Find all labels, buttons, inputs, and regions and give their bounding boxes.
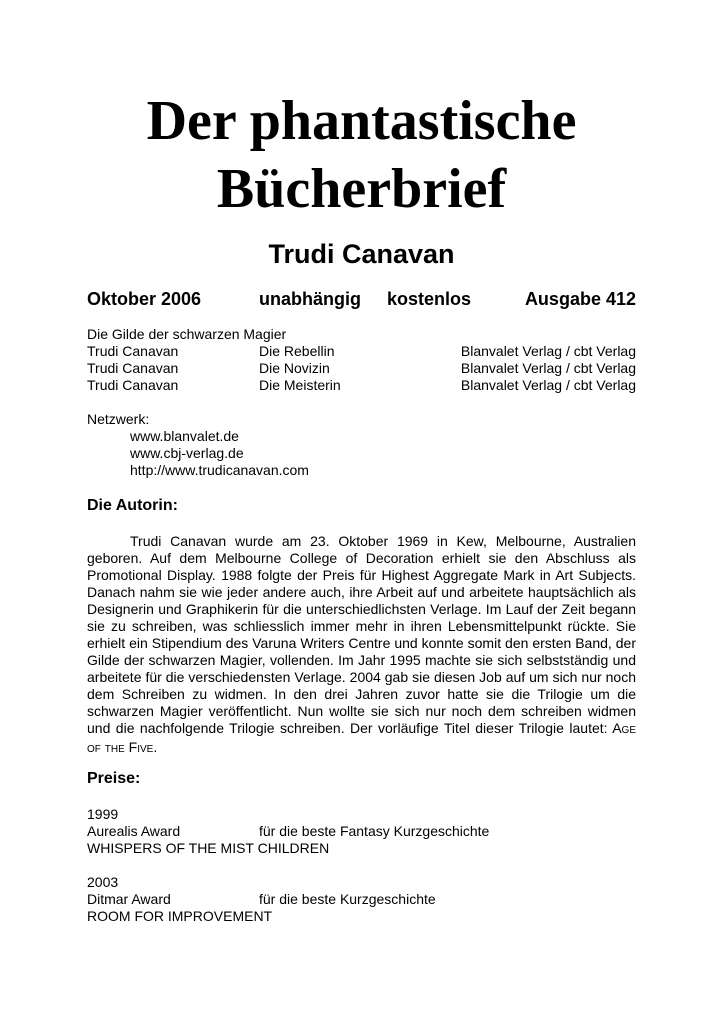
book-title: Die Meisterin bbox=[259, 377, 341, 393]
author-biography bbox=[87, 533, 636, 758]
award-row bbox=[87, 823, 636, 840]
award-entry bbox=[87, 874, 636, 925]
award-name: Ditmar Award bbox=[87, 891, 171, 907]
issue-tag-free: kostenlos bbox=[387, 289, 472, 309]
book-row bbox=[87, 343, 636, 360]
book-title: Die Novizin bbox=[259, 360, 330, 376]
link-trudicanavan[interactable]: http://www.trudicanavan.com bbox=[130, 462, 309, 478]
series-block bbox=[87, 326, 636, 394]
award-category: für die beste Fantasy Kurzgeschichte bbox=[259, 823, 490, 839]
book-row bbox=[87, 360, 636, 377]
network-block bbox=[87, 411, 636, 479]
book-row bbox=[87, 377, 636, 394]
award-work: ROOM FOR IMPROVEMENT bbox=[87, 908, 273, 924]
book-author: Trudi Canavan bbox=[87, 377, 179, 393]
issue-date: Oktober 2006 bbox=[87, 289, 202, 309]
biography-text: Trudi Canavan wurde am 23. Oktober 1969 in Kew, Melbourne, Australien geboren. Auf dem Melbourne College of Decoration erhielt sie den Abschluss als Promotional Display. 1988 folgte der Preis für Highest Aggregate Mark in Art Subjects. Danach nahm sie wie jeder andere auch, ihre Arbeit auf und arbeitete hauptsächlich als Designerin und Graphikerin für die unterschiedlichsten Verlage. Im Lauf der Zeit begann sie zu schreiben, was schliesslich immer mehr in ihren Lebensmittelpunkt rückte. Sie erhielt ein Stipendium des Varuna Writers Centre und konnte somit den ersten Band, der Gilde der schwarzen Magier, vollenden. Im Jahr 1995 machte sie sich selbstständig und arbeitete für die verschiedensten Verlage. 2004 gab sie diesen Job auf um sich nur noch dem Schreiben zu widmen. In den drei Jahren zuvor hatte sie die Trilogie um die schwarzen Magier veröffentlicht. Nun wollte sie sich nur noch dem schreiben widmen und die nachfolgende Trilogie schreiben. Der vorläufige Titel dieser Trilogie lautet: bbox=[87, 533, 636, 736]
award-year: 2003 bbox=[87, 874, 119, 890]
link-cbj-verlag[interactable]: www.cbj-verlag.de bbox=[130, 445, 244, 461]
book-publisher: Blanvalet Verlag / cbt Verlag bbox=[460, 343, 636, 359]
link-blanvalet[interactable]: www.blanvalet.de bbox=[130, 428, 239, 444]
section-heading-autorin: Die Autorin: bbox=[87, 497, 178, 514]
issue-number: Ausgabe 412 bbox=[524, 289, 636, 309]
trilogy-end: . bbox=[153, 739, 158, 755]
book-publisher: Blanvalet Verlag / cbt Verlag bbox=[460, 377, 636, 393]
award-work: WHISPERS OF THE MIST CHILDREN bbox=[87, 840, 330, 856]
series-name: Die Gilde der schwarzen Magier bbox=[87, 326, 287, 342]
book-title: Die Rebellin bbox=[259, 343, 335, 359]
author-heading: Trudi Canavan bbox=[268, 239, 455, 269]
title-line-2: Bücherbrief bbox=[216, 158, 507, 220]
network-label: Netzwerk: bbox=[87, 411, 150, 427]
book-author: Trudi Canavan bbox=[87, 343, 179, 359]
book-author: Trudi Canavan bbox=[87, 360, 179, 376]
trilogy-title: AGE OF THE FIVE bbox=[87, 720, 636, 755]
award-year: 1999 bbox=[87, 806, 119, 822]
title-line-1: Der phantastische bbox=[146, 90, 577, 152]
book-publisher: Blanvalet Verlag / cbt Verlag bbox=[460, 360, 636, 376]
award-entry bbox=[87, 806, 636, 857]
award-row bbox=[87, 891, 636, 908]
issue-info-row bbox=[87, 286, 636, 312]
award-category: für die beste Kurzgeschichte bbox=[259, 891, 436, 907]
section-heading-preise: Preise: bbox=[87, 770, 141, 787]
issue-tag-independent: unabhängig bbox=[259, 289, 361, 309]
award-name: Aurealis Award bbox=[87, 823, 181, 839]
